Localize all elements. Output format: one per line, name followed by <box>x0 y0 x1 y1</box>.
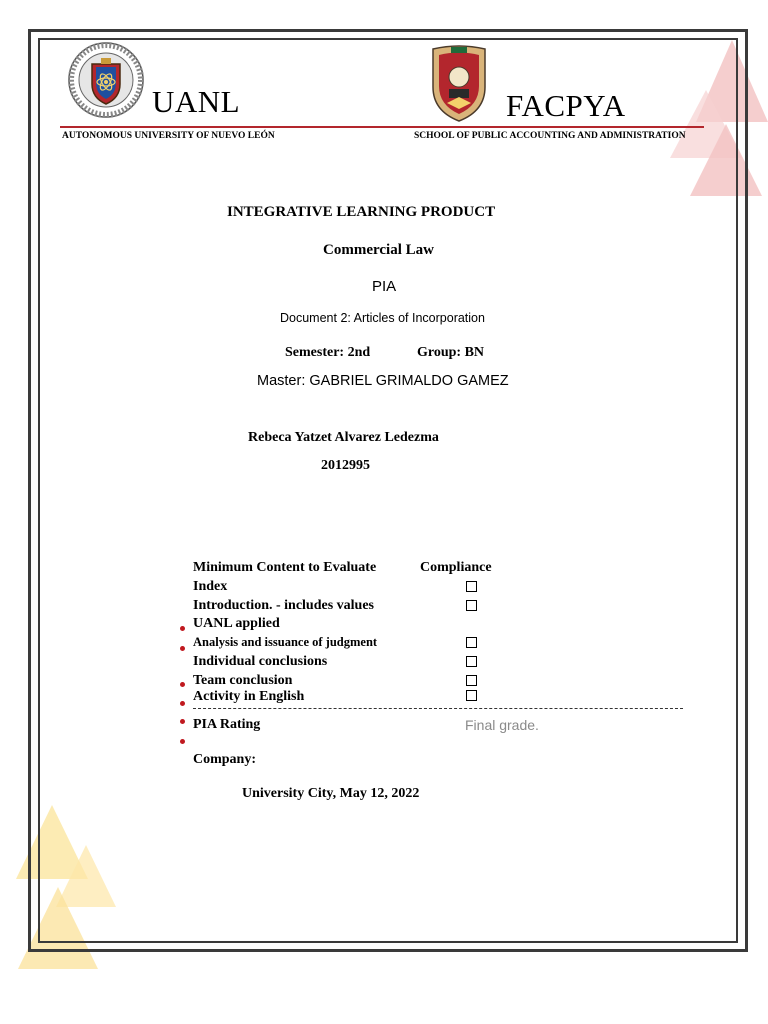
pia-title: PIA <box>372 278 397 295</box>
evaluation-header-compliance: Compliance <box>420 560 492 575</box>
dashed-divider <box>193 708 683 709</box>
semester-label: Semester: 2nd <box>285 345 371 360</box>
checkbox-introduction[interactable] <box>466 600 477 611</box>
criterion-introduction: Introduction. - includes values <box>193 598 374 613</box>
bullet-uanl-applied <box>180 626 185 631</box>
criterion-individual-conclusions: Individual conclusions <box>193 654 328 669</box>
facpya-logo-text: FACPYA <box>506 88 626 123</box>
document-title: Document 2: Articles of Incorporation <box>280 311 485 325</box>
evaluation-header-content: Minimum Content to Evaluate <box>193 560 377 575</box>
criterion-analysis: Analysis and issuance of judgment <box>193 635 378 649</box>
master-name: Master: GABRIEL GRIMALDO GAMEZ <box>257 373 509 389</box>
subject-title: Commercial Law <box>323 242 434 258</box>
student-id: 2012995 <box>321 458 370 473</box>
product-title: INTEGRATIVE LEARNING PRODUCT <box>227 204 496 220</box>
criterion-team-conclusion: Team conclusion <box>193 673 293 688</box>
group-label: Group: BN <box>417 345 485 360</box>
final-grade-field[interactable]: Final grade. <box>465 717 539 733</box>
uanl-seal-icon <box>68 42 144 118</box>
bullet-analysis <box>180 646 185 651</box>
company-label: Company: <box>193 752 257 767</box>
bullet-activity-english <box>180 701 185 706</box>
header-divider <box>60 126 704 128</box>
checkbox-activity-english[interactable] <box>466 690 477 701</box>
bullet-pia-rating <box>180 719 185 724</box>
criterion-index: Index <box>193 579 228 594</box>
pia-rating-label: PIA Rating <box>193 717 261 732</box>
checkbox-analysis[interactable] <box>466 637 477 648</box>
bullet-company <box>180 739 185 744</box>
uanl-subtitle: AUTONOMOUS UNIVERSITY OF NUEVO LEÓN <box>62 131 275 141</box>
place-date: University City, May 12, 2022 <box>242 786 420 801</box>
inner-page-border <box>38 38 738 943</box>
student-name: Rebeca Yatzet Alvarez Ledezma <box>248 430 439 445</box>
checkbox-individual-conclusions[interactable] <box>466 656 477 667</box>
checkbox-index[interactable] <box>466 581 477 592</box>
criterion-activity-english: Activity in English <box>193 689 305 704</box>
checkbox-team-conclusion[interactable] <box>466 675 477 686</box>
criterion-uanl-applied: UANL applied <box>193 616 280 631</box>
uanl-logo-text: UANL <box>152 84 241 119</box>
facpya-subtitle: SCHOOL OF PUBLIC ACCOUNTING AND ADMINISTRATION <box>414 131 686 141</box>
facpya-crest-icon <box>427 43 491 123</box>
bullet-team-conclusion <box>180 682 185 687</box>
